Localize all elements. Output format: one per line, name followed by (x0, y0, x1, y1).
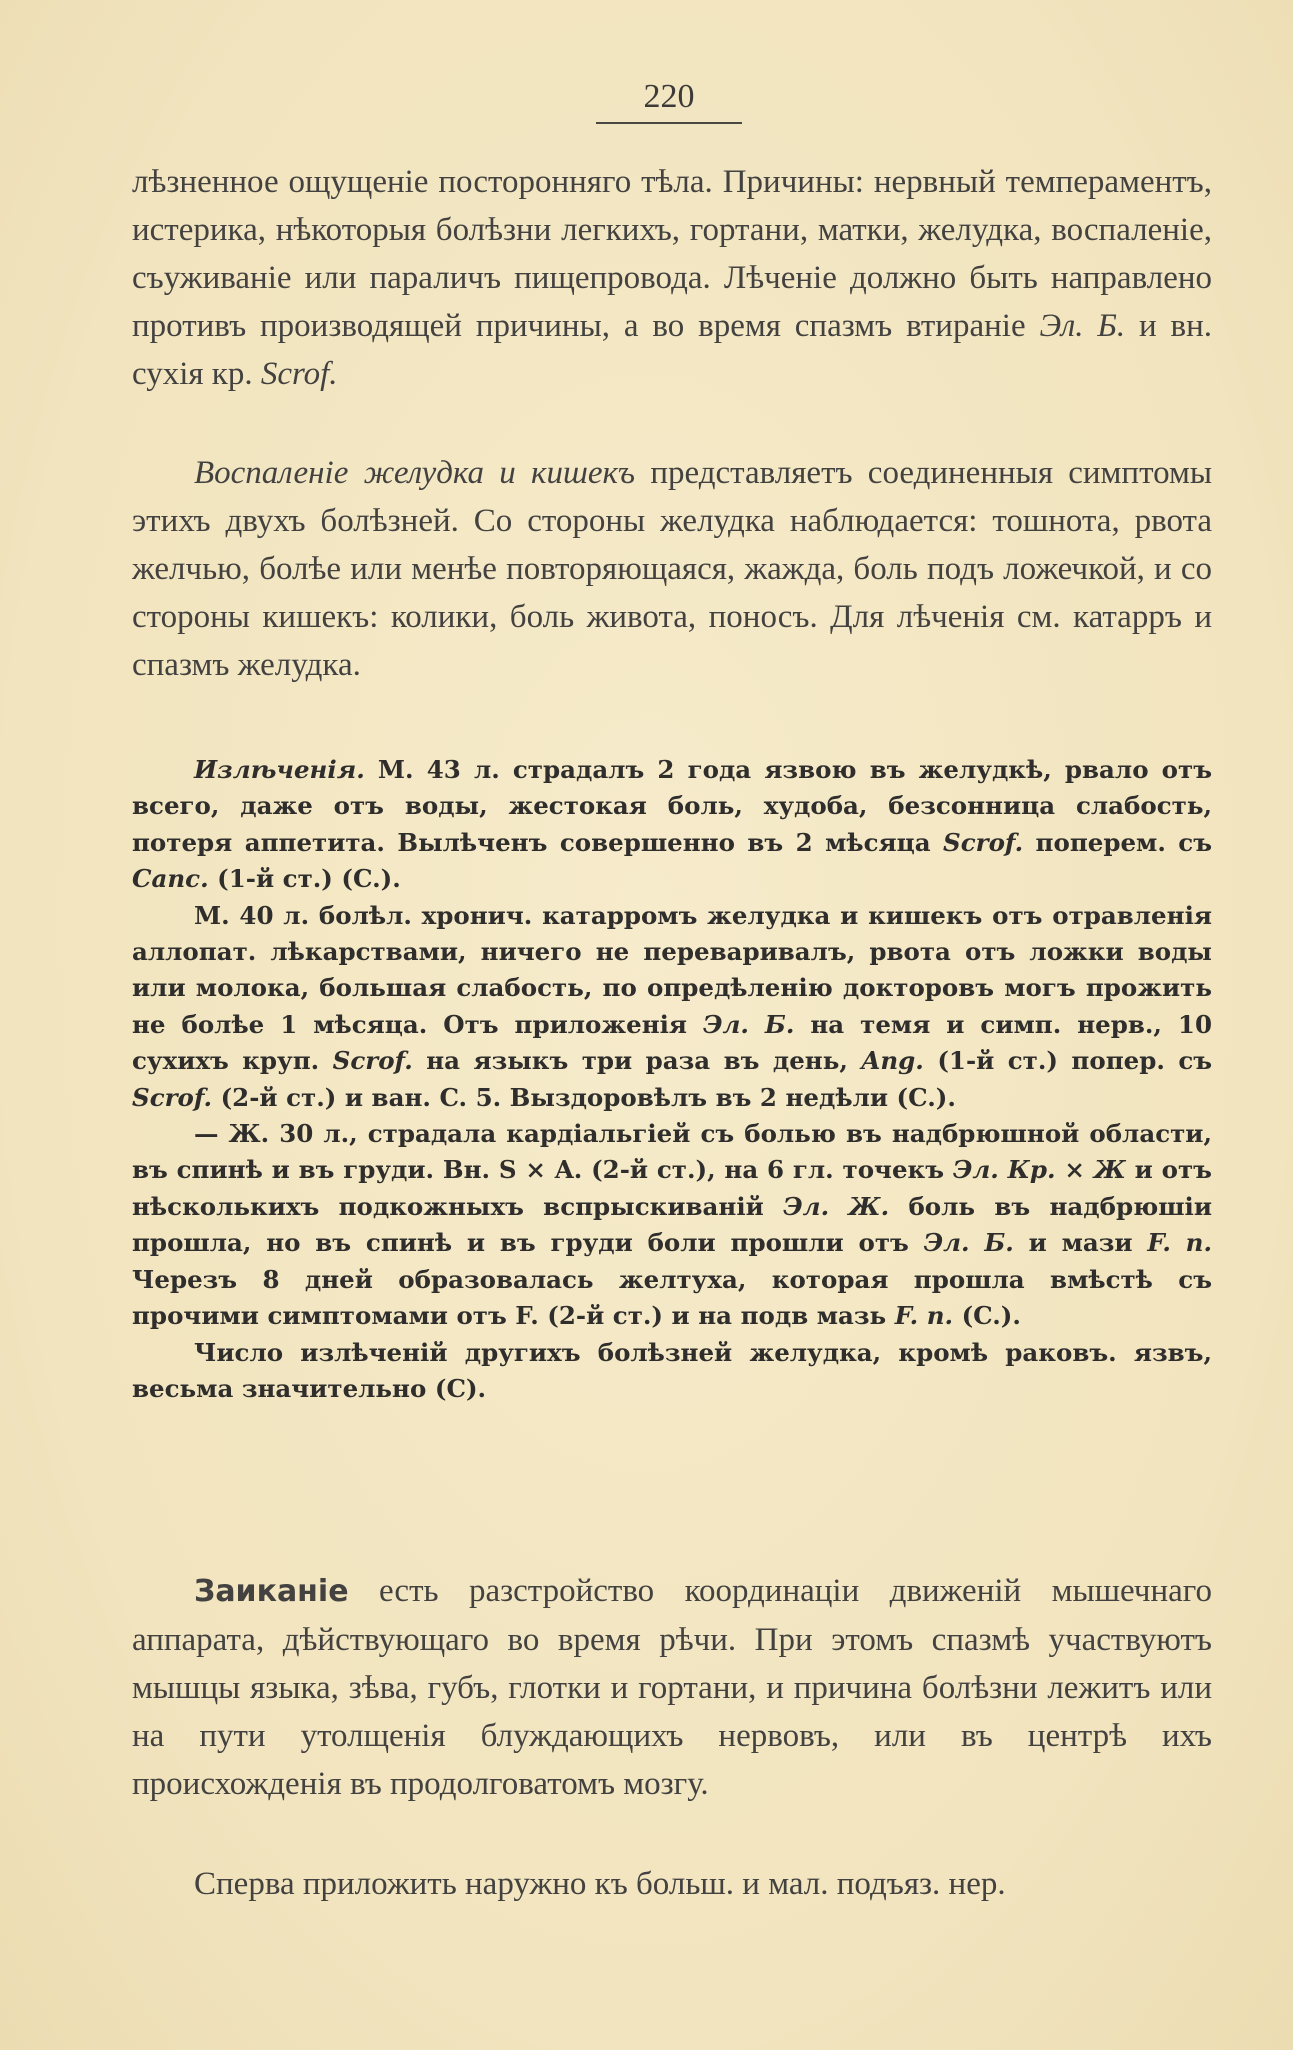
case-text: на темя и симп. нерв., 10 сухихъ круп. (132, 1009, 1212, 1076)
paragraph-text: есть разстройство координаціи движеній мышечнаго аппарата, дѣйствующаго во время рѣчи. При этомъ спазмѣ участвуютъ мышцы языка, зѣва, губъ, глотки и гортани, и причина болѣзни лежитъ или на пути утолщенія блуждающихъ нервовъ, или въ центрѣ ихъ происхожденія въ продолговатомъ мозгу. (132, 1573, 1212, 1802)
case-text: (1-й ст.) (C.). (217, 864, 401, 894)
remedy-abbrev: Scrof. (332, 1046, 413, 1076)
case-text: (2-й ст.) и ван. C. 5. Выздоровѣлъ въ 2 недѣли (C.). (220, 1082, 956, 1112)
case-text: боль въ надбрюшіи прошла, но въ спинѣ и въ груди боли прошли отъ (132, 1191, 1213, 1258)
case-text: — Ж. 30 л., страдала кардіальгіей съ болью въ надбрюшной области, въ спинѣ и въ груди. Вн. S × A. (2-й ст.), на 6 гл. точекъ (132, 1119, 1212, 1185)
case-label: Излѣченія. (194, 755, 365, 784)
case-text: (1-й ст.) попер. съ (937, 1046, 1213, 1076)
remedy-abbrev: Эл. Ж. (783, 1191, 890, 1221)
remedy-abbrev: Эл. Кр. × Ж (952, 1155, 1126, 1185)
case-text: М. 40 л. болѣл. хронич. катарромъ желудка и кишекъ отъ отравленія аллопат. лѣкарствами, ничего не переваривалъ, рвота отъ ложки воды или молока, большая слабость, по опредѣленію докторовъ могъ прожить не болѣе 1 мѣсяца. Отъ приложенія (132, 900, 1212, 1039)
case-report (132, 898, 1212, 1116)
remedy-abbrev: Scrof. (132, 1082, 213, 1112)
remedy-abbrev: F. n. (1147, 1228, 1213, 1258)
paragraph-text: Сперва приложить наружно къ больш. и мал. подъяз. нер. (194, 1866, 1006, 1902)
paragraph-text: представляетъ соединенныя симптомы этихъ двухъ болѣзней. Со стороны желудка наблюдается: тошнота, рвота желчью, болѣе или менѣе повторяющаяся, жажда, боль подъ ложечкой, и со стороны кишекъ: колики, боль живота, поносъ. Для лѣченія см. катарръ и спазмъ желудка. (132, 455, 1213, 683)
case-text: Черезъ 8 дней образовалась желтуха, которая прошла вмѣстѣ съ прочими симптомами отъ F. (2-й ст.) и на подв мазь (132, 1264, 1212, 1331)
case-text: и мази (1028, 1228, 1133, 1258)
paragraph-treatment (132, 1860, 1212, 1908)
remedy-abbrev: F. n. (894, 1301, 954, 1331)
case-report (132, 1116, 1212, 1334)
case-report (132, 752, 1212, 898)
remedy-abbrev: Эл. Б. (1039, 308, 1126, 344)
case-text: и отъ нѣсколькихъ подкожныхъ вспрыскиваній (132, 1155, 1212, 1221)
case-text: на языкъ три раза въ день, (426, 1046, 848, 1076)
case-text: поперем. съ (1035, 827, 1213, 857)
section-heading: Заиканіе (194, 1574, 349, 1609)
remedy-abbrev: Canc. (132, 864, 209, 894)
case-reports (132, 752, 1212, 1407)
remedy-abbrev: Scrof. (260, 356, 338, 392)
page-number: 220 (596, 78, 742, 124)
paragraph-stuttering (132, 1567, 1212, 1808)
remedy-abbrev: Эл. Б. (923, 1228, 1014, 1258)
case-text: М. 43 л. страдалъ 2 года язвою въ желудкѣ, рвало отъ всего, даже отъ воды, жестокая боль, худоба, безсонница слабость, потеря аппетита. Вылѣченъ совершенно въ 2 мѣсяца (132, 755, 1213, 857)
section-heading: Воспаленіе желудка и кишекъ (194, 455, 636, 491)
remedy-abbrev: Scrof. (943, 827, 1024, 857)
paragraph-text: и вн. сухія кр. (132, 308, 1212, 392)
case-summary: Число излѣченій другихъ болѣзней желудка, кромѣ раковъ. язвъ, весьма значительно (C). (132, 1337, 1212, 1403)
paragraph-gastroenteritis (132, 449, 1212, 689)
case-text: (C.). (961, 1301, 1021, 1331)
remedy-abbrev: Эл. Б. (703, 1009, 795, 1039)
remedy-abbrev: Ang. (861, 1046, 924, 1076)
paragraph-spasm-causes (132, 158, 1212, 398)
paragraph-text: лѣзненное ощущеніе посторонняго тѣла. Причины: нервный темпераментъ, истерика, нѣкоторыя болѣзни легкихъ, гортани, матки, желудка, воспаленіе, съуживаніе или параличъ пищепровода. Лѣченіе должно быть направлено противъ производящей причины, а во время спазмъ втираніе (132, 164, 1212, 344)
